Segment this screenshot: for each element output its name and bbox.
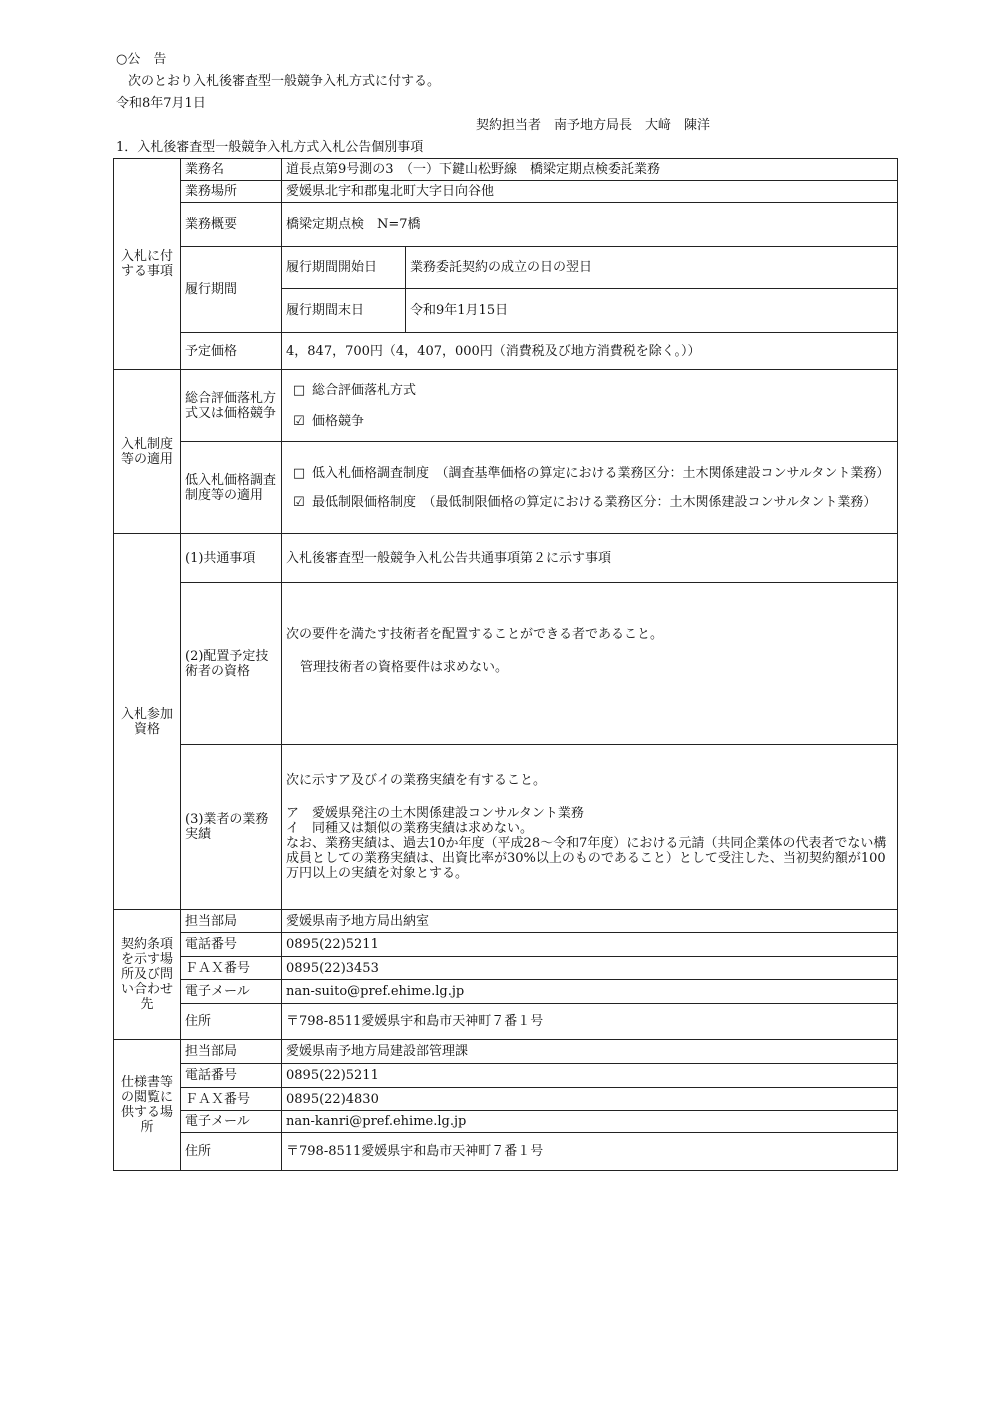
- option-price-competition: [286, 414, 893, 429]
- notice-date: 令和8年7月1日: [116, 96, 206, 111]
- record-item-a: ア 愛媛県発注の土木関係建設コンサルタント業務: [286, 806, 584, 821]
- value-contract-tel: 0895(22)5211: [282, 933, 898, 957]
- table-row: [114, 159, 898, 181]
- option-comprehensive: [286, 383, 893, 398]
- value-period-start: 業務委託契約の成立の日の翌日: [406, 247, 898, 289]
- value-contract-address: 〒798-8511愛媛県宇和島市天神町７番１号: [282, 1004, 898, 1040]
- value-spec-dept: 愛媛県南予地方局建設部管理課: [282, 1040, 898, 1064]
- table-row: [114, 181, 898, 203]
- label-spec-dept: 担当部局: [181, 1040, 282, 1064]
- value-engineer-qualification: [282, 583, 898, 745]
- table-row: [114, 370, 898, 442]
- checkbox-comprehensive: □: [292, 382, 306, 398]
- label-contract-fax: ＦＡＸ番号: [181, 957, 282, 980]
- label-business-record: (3)業者の業務実績: [181, 745, 282, 910]
- label-spec-email: 電子メール: [181, 1111, 282, 1133]
- table-row: [114, 1088, 898, 1111]
- category-spec-viewing: 仕様書等の閲覧に供する場所: [114, 1040, 181, 1171]
- option-minimum-price: [286, 495, 893, 510]
- label-engineer-qualification: (2)配置予定技術者の資格: [181, 583, 282, 745]
- checkbox-minimum-price: ☑: [293, 494, 305, 510]
- table-row: [114, 933, 898, 957]
- value-work-location: 愛媛県北宇和郡鬼北町大字日向谷他: [282, 181, 898, 203]
- label-period: 履行期間: [181, 247, 282, 333]
- label-contract-email: 電子メール: [181, 980, 282, 1004]
- record-intro: 次に示すア及びイの業務実績を有すること。: [286, 773, 547, 788]
- table-row: [114, 534, 898, 583]
- option-minimum-price-label: 最低制限価格制度 （最低制限価格の算定における業務区分：土木関係建設コンサルタント業務）: [312, 494, 877, 510]
- option-low-price-survey: [286, 466, 893, 481]
- notice-table: [113, 158, 898, 1171]
- category-bid-items: 入札に付する事項: [114, 159, 181, 370]
- value-business-record: [282, 745, 898, 910]
- label-contract-tel: 電話番号: [181, 933, 282, 957]
- value-low-price-system: [282, 442, 898, 534]
- table-row: [114, 980, 898, 1004]
- table-row: [114, 745, 898, 910]
- table-row: [114, 1004, 898, 1040]
- label-period-end: 履行期間末日: [282, 289, 406, 333]
- section-title: 1．入札後審査型一般競争入札方式入札公告個別事項: [116, 140, 424, 155]
- label-contract-address: 住所: [181, 1004, 282, 1040]
- value-work-summary: 橋梁定期点検 N=7橋: [282, 203, 898, 247]
- table-row: [114, 1111, 898, 1133]
- table-row: [114, 957, 898, 980]
- table-row: [114, 910, 898, 933]
- table-row: [114, 1064, 898, 1088]
- table-row: [114, 442, 898, 534]
- table-row: [114, 1133, 898, 1171]
- option-low-price-survey-label: 低入札価格調査制度 （調査基準価格の算定における業務区分：土木関係建設コンサルタント業務）: [312, 465, 890, 481]
- checkbox-price-competition: ☑: [293, 413, 305, 429]
- label-low-price-system: 低入札価格調査制度等の適用: [181, 442, 282, 534]
- value-spec-email: nan-kanri@pref.ehime.lg.jp: [282, 1111, 898, 1133]
- label-estimated-price: 予定価格: [181, 333, 282, 370]
- table-row: [114, 1040, 898, 1064]
- notice-intro: 次のとおり入札後審査型一般競争入札方式に付する。: [128, 74, 441, 89]
- category-contract-inquiry: 契約条項を示す場所及び問い合わせ先: [114, 910, 181, 1040]
- table-row: [114, 203, 898, 247]
- value-evaluation-method: [282, 370, 898, 442]
- label-common-items: (1)共通事項: [181, 534, 282, 583]
- option-price-competition-label: 価格競争: [312, 413, 365, 429]
- notice-heading: ○公 告: [116, 52, 167, 67]
- label-contract-dept: 担当部局: [181, 910, 282, 933]
- table-row: [114, 247, 898, 289]
- label-period-start: 履行期間開始日: [282, 247, 406, 289]
- category-eligibility: 入札参加資格: [114, 534, 181, 910]
- value-contract-fax: 0895(22)3453: [282, 957, 898, 980]
- label-spec-fax: ＦＡＸ番号: [181, 1088, 282, 1111]
- engineer-requirement: 次の要件を満たす技術者を配置することができる者であること。: [286, 626, 664, 642]
- value-spec-fax: 0895(22)4830: [282, 1088, 898, 1111]
- checkbox-low-price-survey: □: [292, 465, 306, 481]
- value-spec-tel: 0895(22)5211: [282, 1064, 898, 1088]
- label-spec-tel: 電話番号: [181, 1064, 282, 1088]
- value-work-name: 道長点第9号測の3 （一）下鍵山松野線 橋梁定期点検委託業務: [282, 159, 898, 181]
- label-work-name: 業務名: [181, 159, 282, 181]
- option-comprehensive-label: 総合評価落札方式: [312, 382, 417, 398]
- value-period-end: 令和9年1月15日: [406, 289, 898, 333]
- contract-officer: 契約担当者 南予地方局長 大﨑 陳洋: [476, 118, 711, 133]
- category-bid-system: 入札制度等の適用: [114, 370, 181, 534]
- value-common-items: 入札後審査型一般競争入札公告共通事項第２に示す事項: [282, 534, 898, 583]
- record-item-b: イ 同種又は類似の業務実績は求めない。: [286, 821, 534, 836]
- record-note: なお、業務実績は、過去10か年度（平成28～令和7年度）における元請（共同企業体の代表者でない構成員としての業務実績は、出資比率が30%以上のものであること）として受注した、当初契約額が100万円以上の実績を対象とする。: [286, 836, 887, 881]
- table-row: [114, 333, 898, 370]
- value-contract-email: nan-suito@pref.ehime.lg.jp: [282, 980, 898, 1004]
- label-evaluation-method: 総合評価落札方式又は価格競争: [181, 370, 282, 442]
- label-work-summary: 業務概要: [181, 203, 282, 247]
- label-spec-address: 住所: [181, 1133, 282, 1171]
- engineer-note: 管理技術者の資格要件は求めない。: [300, 659, 509, 675]
- label-work-location: 業務場所: [181, 181, 282, 203]
- table-row: [114, 583, 898, 745]
- value-estimated-price: 4，847，700円（4，407，000円（消費税及び地方消費税を除く。））: [282, 333, 898, 370]
- value-spec-address: 〒798-8511愛媛県宇和島市天神町７番１号: [282, 1133, 898, 1171]
- value-contract-dept: 愛媛県南予地方局出納室: [282, 910, 898, 933]
